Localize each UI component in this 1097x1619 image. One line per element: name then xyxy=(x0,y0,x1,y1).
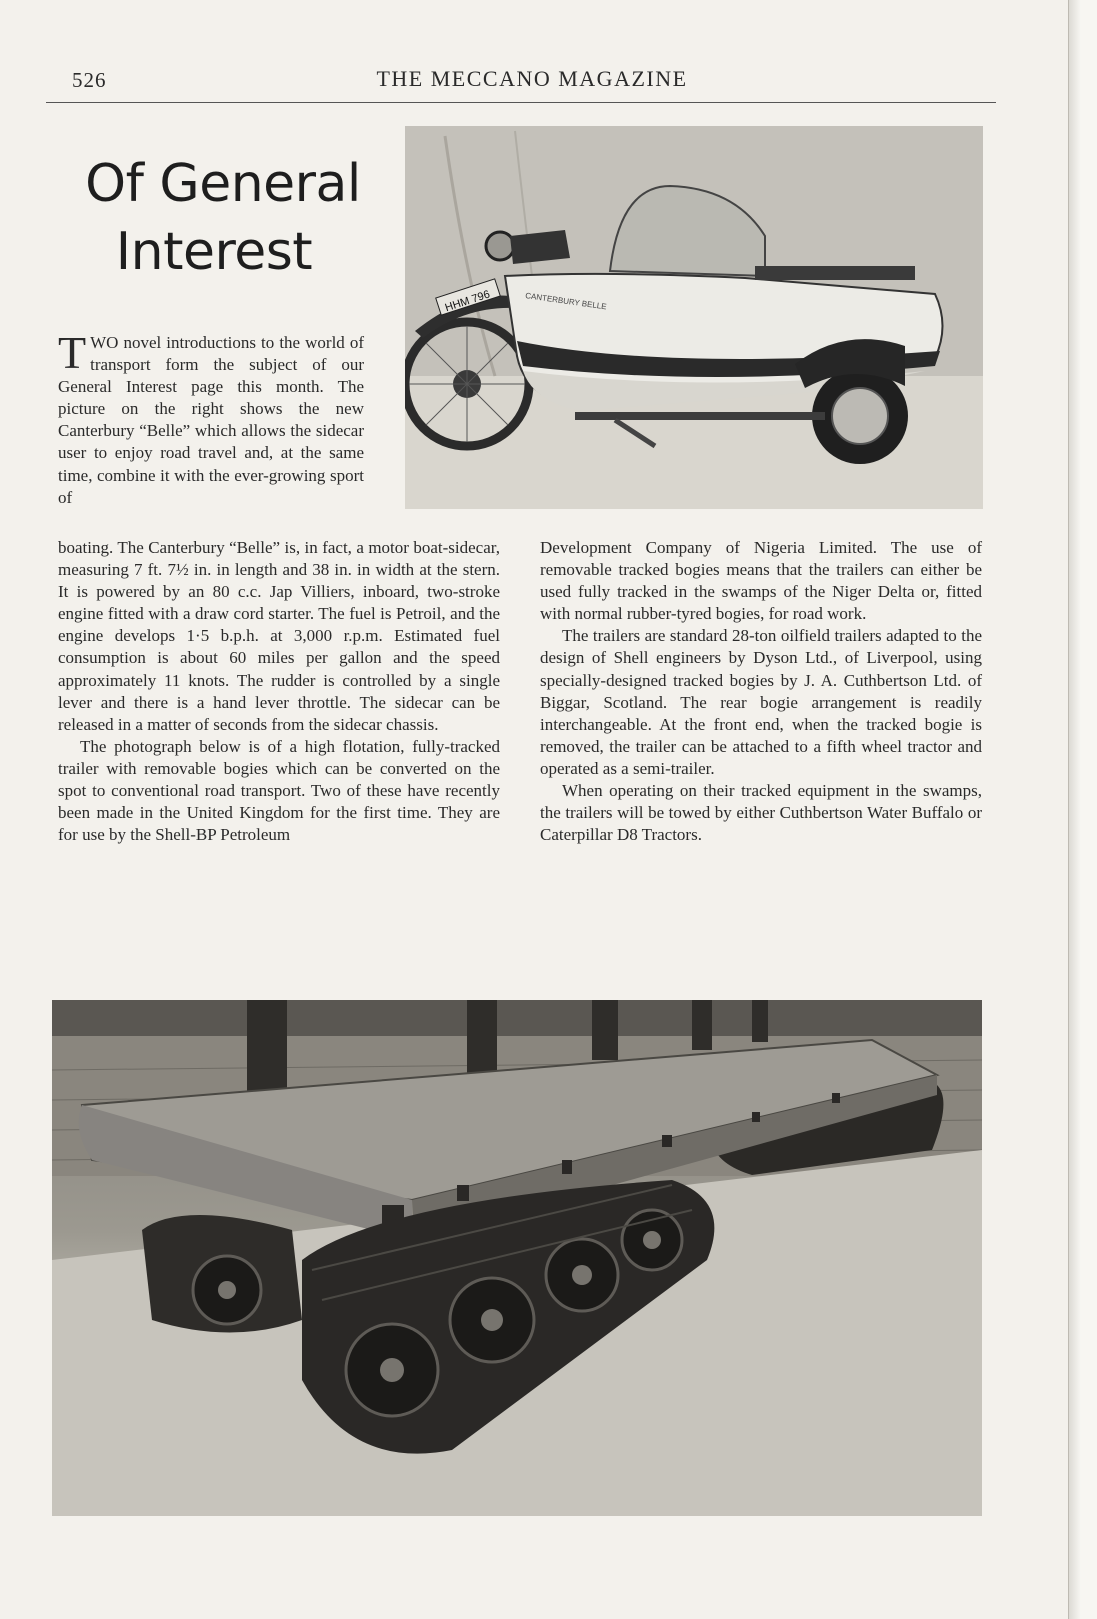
page-number: 526 xyxy=(72,68,107,92)
right-paragraph-3: When operating on their tracked equipment in the swamps, the trailers will be towed by either Cuthbertson Water Buffalo or Caterpillar D8 Tractors. xyxy=(540,781,982,845)
headline-line-2: Interest xyxy=(115,222,313,282)
right-paragraph-1: Development Company of Nigeria Limited. The use of removable tracked bogies means that the trailers can either be used fully tracked in the swamps of the Niger Delta or, fitted with normal rubber-tyred bogies, for road work. xyxy=(540,538,982,624)
right-paragraph-2: The trailers are standard 28-ton oilfield trailers adapted to the design of Shell engineers by Dyson Ltd., of Liverpool, using specially-designed tracked bogies by J. A. Cuthbertson Ltd. of Biggar, Scotland. The rear bogie arrangement is readily interchangeable. At the front end, when the tracked bogie is removed, the trailer can be attached to a fifth wheel tractor and operated as a semi-trailer. xyxy=(540,626,982,778)
headline-line-1: Of General xyxy=(85,154,361,214)
left-paragraph-2: The photograph below is of a high flotation, fully-tracked trailer with removable bogies which can be converted on the spot to conventional road transport. Two of these have recently been made in the United Kingdom for the first time. They are for use by the Shell-BP Petroleum xyxy=(58,736,500,845)
running-title: THE MECCANO MAGAZINE xyxy=(376,66,688,91)
article-column-right xyxy=(540,537,982,846)
article-intro-text: WO novel introductions to the world of transport form the subject of our General Interest page this month. The picture on the right shows the new Canterbury “Belle” which allows the sidecar user to enjoy road travel and, at the same time, combine it with the ever-growing sport of xyxy=(58,333,364,507)
page-edge xyxy=(1068,0,1097,1619)
tracked-trailer-photo xyxy=(52,1000,982,1516)
sidecar-photo xyxy=(405,126,983,509)
article-intro xyxy=(58,327,364,509)
article-column-left xyxy=(58,537,500,846)
article-dropcap: T xyxy=(58,327,87,378)
section-headline xyxy=(58,150,388,286)
page-header xyxy=(46,62,996,103)
sidecar-plate-text: HHM 796 xyxy=(443,288,492,315)
left-paragraph-1: boating. The Canterbury “Belle” is, in fact, a motor boat-sidecar, measuring 7 ft. 7½ in. in length and 38 in. in width at the stern. It is powered by an 80 c.c. Jap Villiers, inboard, two-stroke engine fitted with a draw cord starter. The fuel is Petroil, and the engine develops 1·5 b.p.h. at 3,000 r.p.m. Estimated fuel consumption is about 60 miles per gallon and the speed approximately 11 knots. The rudder is controlled by a single lever and there is a hand lever throttle. The sidecar can be released in a matter of seconds from the sidecar chassis. xyxy=(58,538,500,734)
sidecar-name-text: CANTERBURY BELLE xyxy=(524,291,608,312)
